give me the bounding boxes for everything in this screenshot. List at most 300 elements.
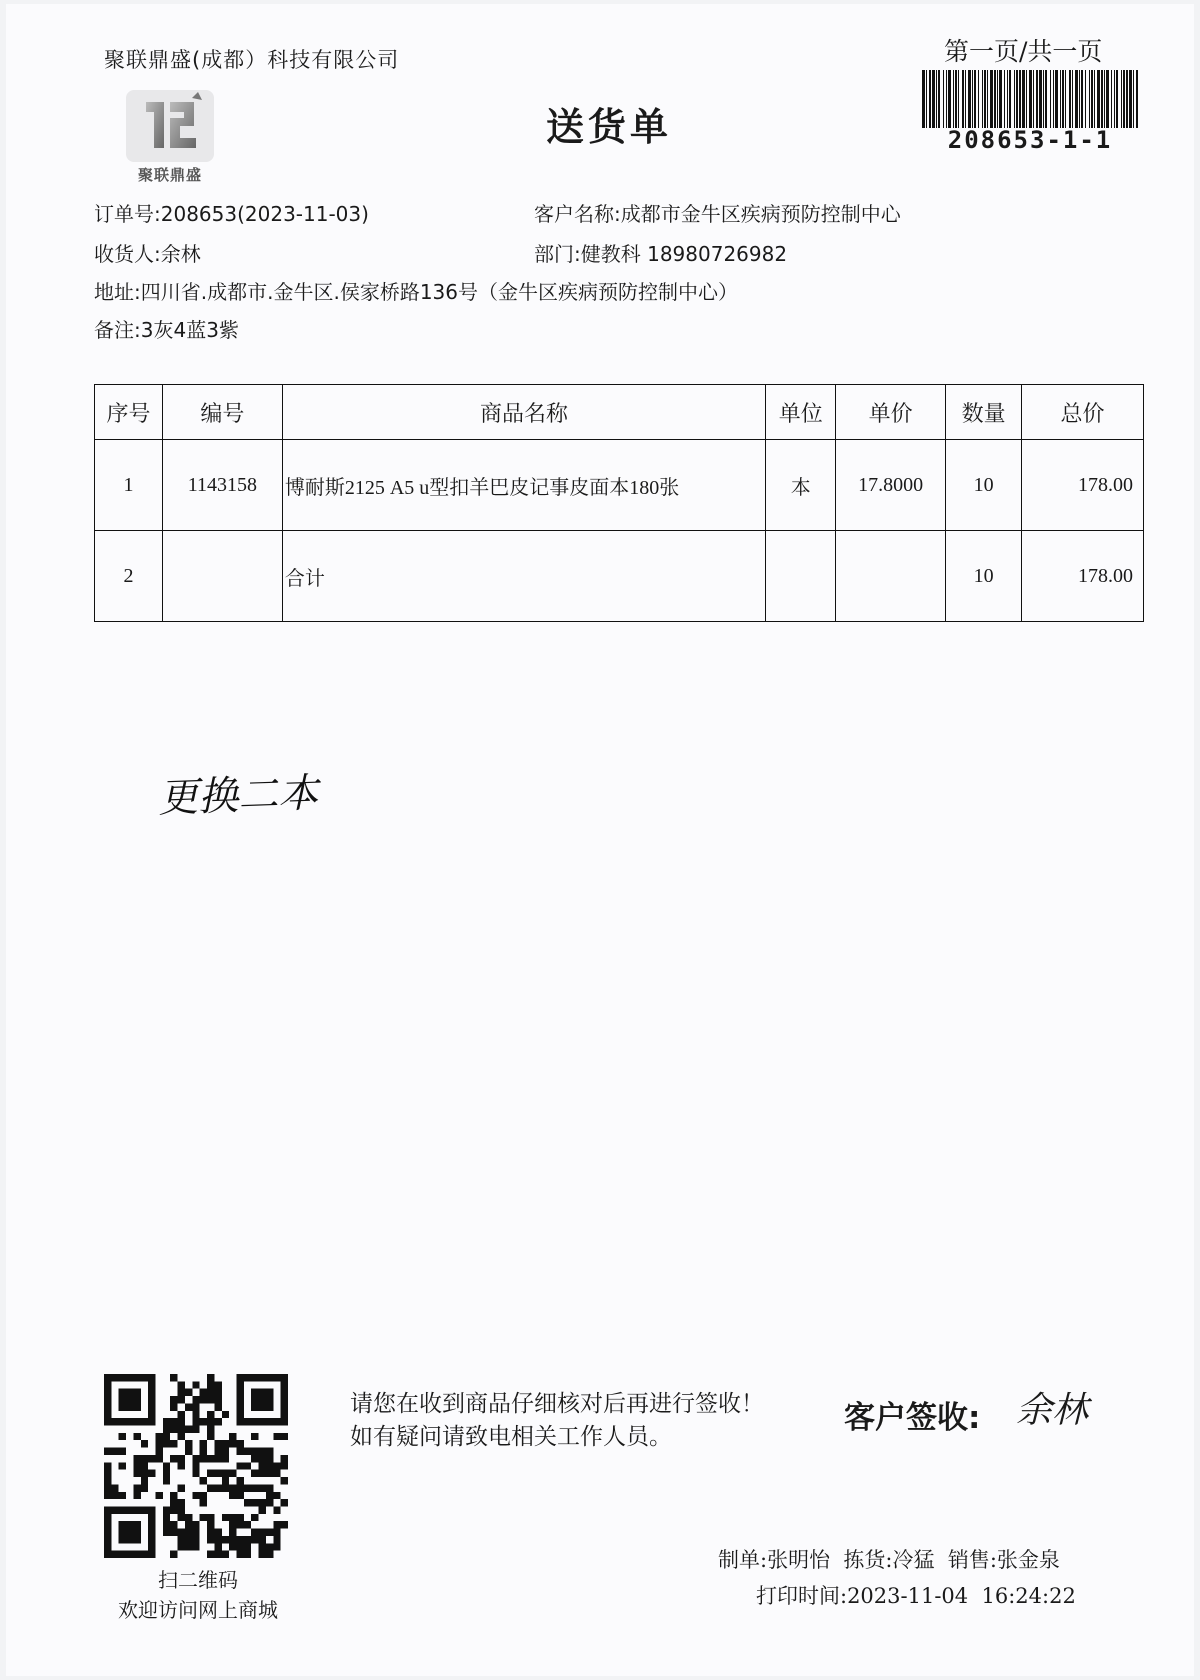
qr-module (259, 1551, 266, 1558)
qr-module (119, 1492, 126, 1499)
qr-module (214, 1389, 221, 1396)
barcode-bar (1072, 70, 1073, 128)
qr-module (178, 1411, 185, 1418)
qr-module (148, 1470, 155, 1477)
qr-module (141, 1477, 148, 1484)
qr-module (133, 1529, 140, 1536)
qr-module (214, 1551, 221, 1558)
qr-module (207, 1529, 214, 1536)
items-table (94, 384, 1144, 622)
qr-module (126, 1418, 133, 1425)
qr-module (273, 1506, 280, 1513)
qr-module (229, 1521, 236, 1528)
table-row (95, 440, 1144, 531)
qr-module (119, 1462, 126, 1469)
qr-module (266, 1492, 273, 1499)
qr-module (214, 1536, 221, 1543)
qr-module (259, 1374, 266, 1381)
qr-module (259, 1403, 266, 1410)
cell-total: 178.00 (1022, 531, 1144, 622)
qr-module (229, 1543, 236, 1550)
qr-module (266, 1543, 273, 1550)
qr-module (185, 1448, 192, 1455)
qr-module (119, 1529, 126, 1536)
qr-module (163, 1506, 170, 1513)
qr-module (192, 1462, 199, 1469)
qr-module (214, 1470, 221, 1477)
qr-module (266, 1455, 273, 1462)
qr-module (178, 1536, 185, 1543)
qr-module (259, 1536, 266, 1543)
qr-module (126, 1506, 133, 1513)
qr-module (156, 1440, 163, 1447)
barcode-bar (974, 70, 976, 128)
barcode (922, 70, 1138, 128)
qr-module (192, 1381, 199, 1388)
qr-module (141, 1455, 148, 1462)
qr-module (281, 1521, 288, 1528)
qr-module (236, 1403, 243, 1410)
qr-module (214, 1529, 221, 1536)
customer-signature: 余林 (1016, 1390, 1089, 1431)
qr-module (104, 1462, 111, 1469)
qr-module (192, 1455, 199, 1462)
barcode-bar (1101, 70, 1103, 128)
qr-module (178, 1514, 185, 1521)
remark-value: 3灰4蓝3紫 (140, 318, 239, 342)
qr-module (259, 1484, 266, 1491)
qr-module (266, 1462, 273, 1469)
qr-module (170, 1499, 177, 1506)
qr-module (119, 1551, 126, 1558)
department-value: 健教科 18980726982 (580, 242, 788, 266)
qr-module (133, 1506, 140, 1513)
qr-module (119, 1403, 126, 1410)
qr-module (281, 1381, 288, 1388)
qr-module (111, 1448, 118, 1455)
qr-module (119, 1536, 126, 1543)
qr-module (163, 1433, 170, 1440)
qr-module (236, 1521, 243, 1528)
qr-module (170, 1418, 177, 1425)
qr-module (119, 1374, 126, 1381)
qr-module (126, 1529, 133, 1536)
barcode-bar (968, 70, 971, 128)
qr-module (236, 1396, 243, 1403)
qr-module (259, 1455, 266, 1462)
qr-module (200, 1389, 207, 1396)
barcode-bar (1007, 70, 1008, 128)
qr-module (236, 1477, 243, 1484)
barcode-bar (1039, 70, 1042, 128)
qr-module (207, 1389, 214, 1396)
barcode-bar (1016, 70, 1018, 128)
qr-module (104, 1411, 111, 1418)
qr-module (170, 1506, 177, 1513)
qr-module (185, 1536, 192, 1543)
qr-module (133, 1418, 140, 1425)
barcode-bar (1094, 70, 1095, 128)
qr-module (178, 1389, 185, 1396)
qr-module (251, 1389, 258, 1396)
qr-module (214, 1484, 221, 1491)
barcode-bar (1089, 70, 1090, 128)
document-title: 送货单 (546, 105, 673, 149)
cell-seq: 2 (95, 531, 163, 622)
qr-module (170, 1374, 177, 1381)
qr-module (222, 1477, 229, 1484)
barcode-bar (1114, 70, 1115, 128)
qr-module (200, 1440, 207, 1447)
qr-module (104, 1551, 111, 1558)
qr-module (222, 1484, 229, 1491)
qr-module (163, 1470, 170, 1477)
qr-module (178, 1543, 185, 1550)
qr-module (236, 1418, 243, 1425)
barcode-bar (1033, 70, 1034, 128)
qr-module (251, 1403, 258, 1410)
qr-module (236, 1514, 243, 1521)
qr-module (126, 1374, 133, 1381)
qr-module (119, 1389, 126, 1396)
address (94, 276, 738, 305)
qr-module (192, 1521, 199, 1528)
qr-code-icon[interactable] (104, 1374, 288, 1558)
qr-module (251, 1484, 258, 1491)
barcode-bar (1111, 70, 1112, 128)
barcode-bar (1121, 70, 1122, 128)
cell-quantity: 10 (946, 531, 1022, 622)
qr-module (148, 1521, 155, 1528)
delivery-note-sheet (6, 4, 1194, 1676)
barcode-bar (1116, 70, 1118, 128)
qr-module (148, 1506, 155, 1513)
barcode-bar (972, 70, 973, 128)
qr-module (170, 1440, 177, 1447)
qr-module (119, 1506, 126, 1513)
barcode-bar (936, 70, 937, 128)
qr-module (251, 1455, 258, 1462)
qr-module (185, 1543, 192, 1550)
barcode-bar (1069, 70, 1071, 128)
qr-module (200, 1455, 207, 1462)
barcode-bar (1126, 70, 1128, 128)
qr-module (141, 1551, 148, 1558)
print-time: 打印时间:2023-11-04 16:24:22 (756, 1584, 1076, 1608)
qr-module (111, 1506, 118, 1513)
receiver-label: 收货人: (94, 242, 161, 266)
barcode-bar (1085, 70, 1086, 128)
qr-module (222, 1470, 229, 1477)
qr-module (273, 1521, 280, 1528)
qr-module (200, 1477, 207, 1484)
qr-module (236, 1536, 243, 1543)
cell-code (162, 531, 282, 622)
qr-module (163, 1521, 170, 1528)
qr-module (178, 1484, 185, 1491)
qr-module (222, 1411, 229, 1418)
qr-module (207, 1536, 214, 1543)
qr-module (244, 1551, 251, 1558)
qr-module (178, 1529, 185, 1536)
qr-module (104, 1418, 111, 1425)
qr-module (244, 1418, 251, 1425)
customer-sign-label: 客户签收: (844, 1400, 981, 1436)
barcode-bar (982, 70, 983, 128)
qr-module (200, 1514, 207, 1521)
qr-module (266, 1470, 273, 1477)
qr-module (251, 1374, 258, 1381)
staff-info: 制单:张明怡 拣货:冷猛 销售:张金泉 (718, 1548, 1060, 1572)
barcode-bar (1097, 70, 1100, 128)
table-header-row (95, 385, 1144, 440)
barcode-bar (994, 70, 996, 128)
order-number-value: 208653(2023-11-03) (160, 202, 369, 226)
qr-module (148, 1396, 155, 1403)
qr-module (251, 1433, 258, 1440)
qr-module (104, 1521, 111, 1528)
qr-module (259, 1499, 266, 1506)
qr-module (281, 1374, 288, 1381)
qr-module (281, 1455, 288, 1462)
qr-module (163, 1477, 170, 1484)
qr-module (236, 1381, 243, 1388)
qr-module (104, 1529, 111, 1536)
qr-module (259, 1418, 266, 1425)
qr-module (148, 1551, 155, 1558)
qr-module (126, 1536, 133, 1543)
barcode-bar (997, 70, 998, 128)
qr-module (133, 1374, 140, 1381)
col-header-unit-price: 单价 (836, 385, 946, 440)
qr-module (133, 1551, 140, 1558)
qr-module (170, 1426, 177, 1433)
qr-module (148, 1455, 155, 1462)
qr-module (133, 1433, 140, 1440)
col-header-quantity: 数量 (946, 385, 1022, 440)
qr-module (207, 1396, 214, 1403)
qr-module (192, 1411, 199, 1418)
barcode-bar (990, 70, 993, 128)
qr-module (273, 1462, 280, 1469)
qr-module (111, 1374, 118, 1381)
qr-module (273, 1418, 280, 1425)
qr-module (266, 1448, 273, 1455)
qr-module (259, 1506, 266, 1513)
qr-module (104, 1506, 111, 1513)
address-value: 四川省.成都市.金牛区.侯家桥路136号（金牛区疾病预防控制中心） (140, 280, 738, 304)
qr-module (214, 1543, 221, 1550)
qr-module (148, 1418, 155, 1425)
barcode-bar (1081, 70, 1083, 128)
receiver (94, 238, 201, 267)
qr-module (259, 1543, 266, 1550)
qr-module (229, 1433, 236, 1440)
qr-module (104, 1403, 111, 1410)
qr-module (104, 1396, 111, 1403)
qr-module (126, 1403, 133, 1410)
qr-module (251, 1529, 258, 1536)
barcode-bar (1029, 70, 1032, 128)
qr-module (104, 1470, 111, 1477)
department-label: 部门: (534, 242, 581, 266)
barcode-bar (1104, 70, 1105, 128)
qr-module (104, 1514, 111, 1521)
qr-module (104, 1492, 111, 1499)
qr-module (273, 1470, 280, 1477)
barcode-bar (1004, 70, 1005, 128)
qr-module (178, 1499, 185, 1506)
qr-module (259, 1470, 266, 1477)
department (534, 238, 787, 267)
barcode-bar (984, 70, 986, 128)
barcode-bar (1075, 70, 1078, 128)
qr-module (185, 1521, 192, 1528)
barcode-bar (946, 70, 947, 128)
customer-name-value: 成都市金牛区疾病预防控制中心 (620, 202, 901, 226)
qr-module (163, 1440, 170, 1447)
barcode-bar (999, 70, 1002, 128)
qr-module (119, 1448, 126, 1455)
qr-module (133, 1470, 140, 1477)
qr-module (273, 1543, 280, 1550)
qr-module (148, 1389, 155, 1396)
qr-module (119, 1418, 126, 1425)
barcode-bar (1129, 70, 1132, 128)
col-header-unit: 单位 (766, 385, 836, 440)
qr-module (126, 1551, 133, 1558)
qr-module (148, 1529, 155, 1536)
qr-module (266, 1374, 273, 1381)
barcode-bar (1014, 70, 1015, 128)
qr-module (259, 1448, 266, 1455)
qr-module (236, 1543, 243, 1550)
qr-module (236, 1551, 243, 1558)
qr-module (133, 1396, 140, 1403)
qr-module (185, 1426, 192, 1433)
logo-text: 聚联鼎盛 (137, 166, 202, 184)
qr-module (214, 1396, 221, 1403)
qr-module (207, 1470, 214, 1477)
qr-module (281, 1462, 288, 1469)
qr-module (133, 1389, 140, 1396)
qr-module (229, 1484, 236, 1491)
qr-module (281, 1418, 288, 1425)
qr-module (207, 1418, 214, 1425)
barcode-bar (1133, 70, 1134, 128)
qr-module (200, 1448, 207, 1455)
barcode-bar (1079, 70, 1080, 128)
qr-module (185, 1403, 192, 1410)
qr-module (266, 1499, 273, 1506)
cell-unit-price: 17.8000 (836, 440, 946, 531)
qr-module (200, 1418, 207, 1425)
barcode-number: 208653-1-1 (947, 126, 1113, 154)
qr-module (281, 1396, 288, 1403)
qr-module (273, 1536, 280, 1543)
qr-module (251, 1536, 258, 1543)
qr-module (192, 1492, 199, 1499)
qr-caption-scan: 扫二维码 (158, 1568, 238, 1592)
barcode-bar (948, 70, 951, 128)
cell-code: 1143158 (162, 440, 282, 531)
qr-module (192, 1396, 199, 1403)
barcode-bar (962, 70, 964, 128)
qr-module (156, 1492, 163, 1499)
qr-module (170, 1403, 177, 1410)
qr-module (104, 1448, 111, 1455)
cell-quantity: 10 (946, 440, 1022, 531)
qr-module (244, 1374, 251, 1381)
qr-module (170, 1396, 177, 1403)
remark-label: 备注: (94, 318, 141, 342)
qr-module (200, 1499, 207, 1506)
qr-module (185, 1389, 192, 1396)
barcode-bar (1136, 70, 1138, 128)
qr-module (170, 1529, 177, 1536)
qr-module (281, 1411, 288, 1418)
qr-module (214, 1455, 221, 1462)
qr-module (281, 1477, 288, 1484)
qr-module (244, 1462, 251, 1469)
col-header-total: 总价 (1022, 385, 1144, 440)
col-header-seq: 序号 (95, 385, 163, 440)
qr-module (229, 1440, 236, 1447)
receiver-value: 余林 (160, 242, 201, 266)
qr-module (192, 1403, 199, 1410)
company-name: 聚联鼎盛(成都）科技有限公司 (104, 48, 400, 72)
qr-module (207, 1433, 214, 1440)
qr-module (266, 1551, 273, 1558)
qr-module (236, 1440, 243, 1447)
barcode-bar (938, 70, 940, 128)
qr-module (163, 1529, 170, 1536)
handwritten-note: 更换二本 (157, 770, 319, 822)
cell-seq: 1 (95, 440, 163, 531)
qr-module (281, 1499, 288, 1506)
qr-module (111, 1492, 118, 1499)
qr-module (244, 1543, 251, 1550)
qr-module (148, 1514, 155, 1521)
qr-module (207, 1426, 214, 1433)
qr-module (133, 1521, 140, 1528)
table-row-total (95, 531, 1144, 622)
qr-module (229, 1536, 236, 1543)
logo-mark-icon (124, 88, 216, 164)
qr-module (266, 1418, 273, 1425)
qr-module (207, 1551, 214, 1558)
customer-name-label: 客户名称: (534, 202, 621, 226)
barcode-bar (958, 70, 959, 128)
qr-module (104, 1477, 111, 1484)
qr-module (178, 1396, 185, 1403)
qr-module (104, 1484, 111, 1491)
qr-module (119, 1396, 126, 1403)
qr-module (141, 1418, 148, 1425)
qr-module (236, 1448, 243, 1455)
qr-module (259, 1462, 266, 1469)
barcode-bar (955, 70, 957, 128)
qr-module (229, 1470, 236, 1477)
qr-caption-visit: 欢迎访问网上商城 (118, 1598, 278, 1622)
qr-module (111, 1551, 118, 1558)
qr-module (133, 1492, 140, 1499)
barcode-bar (1053, 70, 1054, 128)
barcode-bar (943, 70, 944, 128)
qr-module (156, 1433, 163, 1440)
qr-module (244, 1448, 251, 1455)
barcode-bar (1022, 70, 1025, 128)
